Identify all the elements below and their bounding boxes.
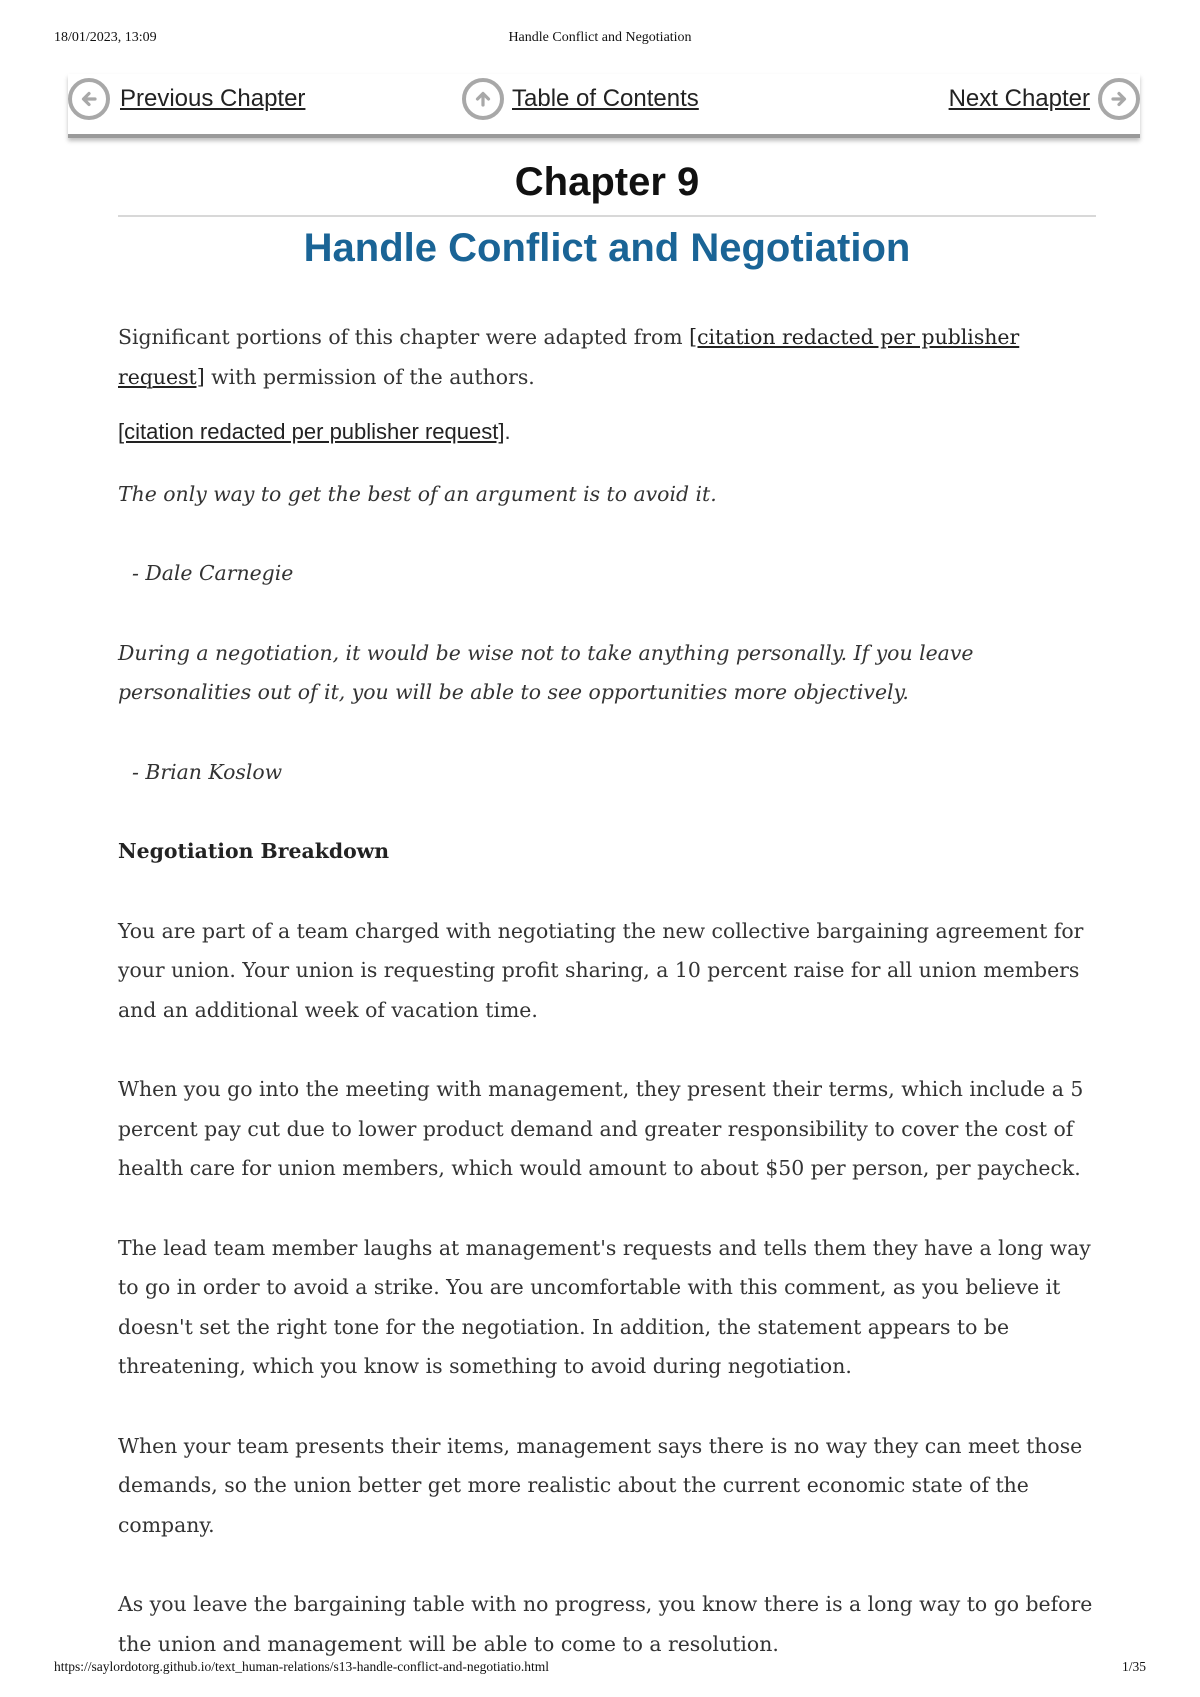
print-page-title: Handle Conflict and Negotiation: [508, 30, 692, 45]
section-heading: Negotiation Breakdown: [118, 839, 390, 863]
next-chapter-link[interactable]: [949, 78, 1140, 120]
print-header: [54, 30, 1146, 50]
body-paragraph: When you go into the meeting with management, they present their terms, which include a 5 percent pay cut due to lower product demand and greater responsibility to cover the cost of health care for union members, which would amount to about $50 per person, per paycheck.: [118, 1077, 1084, 1180]
page-url: https://saylordotorg.github.io/text_human-relations/s13-handle-conflict-and-negotiatio.html: [54, 1659, 550, 1674]
arrow-up-circle-icon: [462, 78, 504, 120]
adaptation-note-text: Significant portions of this chapter were adapted from: [118, 325, 690, 349]
body-paragraph: You are part of a team charged with negotiating the new collective bargaining agreement for your union. Your union is requesting profit sharing, a 10 percent raise for all union members and an additional week of vacation time.: [118, 918, 1084, 1022]
title-divider: [118, 215, 1096, 217]
next-chapter-label: Next Chapter: [948, 85, 1090, 112]
previous-chapter-label: Previous Chapter: [120, 85, 306, 112]
table-of-contents-link[interactable]: [462, 78, 699, 120]
epigraph-attribution: - Dale Carnegie: [132, 561, 294, 585]
adaptation-note: [118, 318, 1100, 397]
body-paragraph: When your team presents their items, management says there is no way they can meet those demands, so the union better get more realistic about the current economic state of the company.: [118, 1433, 1083, 1537]
arrow-right-circle-icon: [1098, 78, 1140, 120]
epigraph-attribution: - Brian Koslow: [132, 759, 283, 784]
page-number: 1/35: [1121, 1659, 1146, 1674]
arrow-left-circle-icon: [68, 78, 110, 120]
citation-line: [118, 412, 1100, 452]
chapter-content: [118, 318, 1100, 1664]
citation-link[interactable]: [citation redacted per publisher request]: [118, 419, 505, 444]
table-of-contents-label: Table of Contents: [512, 85, 699, 112]
citation-link[interactable]: [citation redacted per publisher request]: [118, 325, 1020, 389]
body-paragraph: As you leave the bargaining table with no progress, you know there is a long way to go before the union and management will be able to come to a resolution.: [118, 1592, 1093, 1656]
body-paragraph: The lead team member laughs at management's requests and tells them they have a long way to go in order to avoid a strike. You are uncomfortable with this comment, as you believe it doesn't set the right tone for the negotiation. In addition, the statement appears to be threatening, which you know is something to avoid during negotiation.: [118, 1235, 1091, 1378]
chapter-title: Handle Conflict and Negotiation: [303, 226, 911, 270]
epigraph-quote: During a negotiation, it would be wise not to take anything personally. If you leave personalities out of it, you will be able to see opportunities more objectively.: [118, 640, 974, 704]
citation-period: .: [504, 419, 511, 444]
print-datetime: 18/01/2023, 13:09: [54, 30, 157, 45]
previous-chapter-link[interactable]: [68, 78, 305, 120]
print-footer: [54, 1659, 1146, 1679]
adaptation-note-text-end: with permission of the authors.: [204, 364, 535, 389]
epigraph-quote: The only way to get the best of an argument is to avoid it.: [118, 481, 717, 506]
chapter-number: Chapter 9: [514, 160, 700, 204]
chapter-navigation-bar: [68, 74, 1140, 138]
